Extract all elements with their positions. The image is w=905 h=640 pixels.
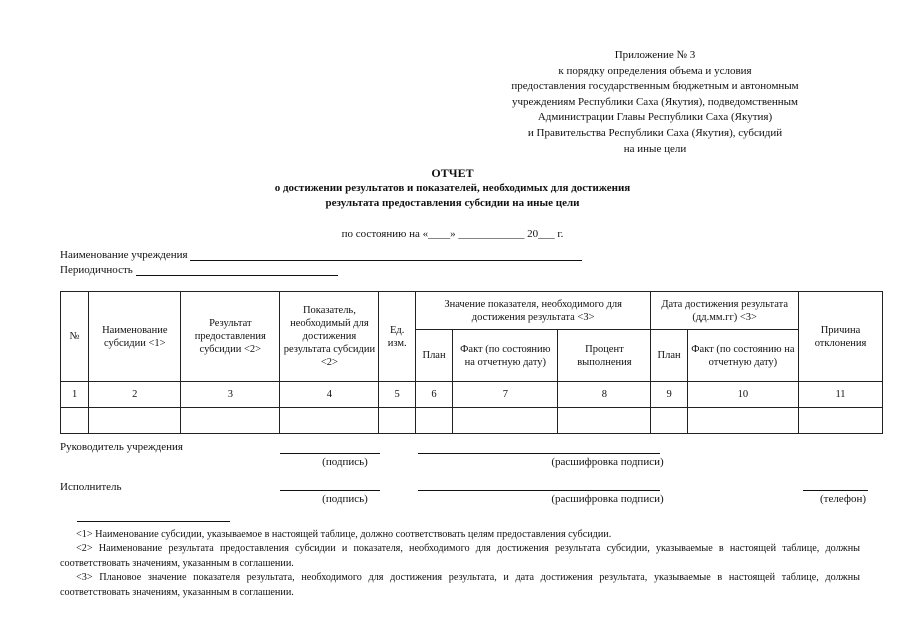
- executor-phone-caption: (телефон): [819, 493, 867, 505]
- institution-field: [60, 249, 582, 261]
- appendix-line: Приложение № 3: [614, 49, 696, 61]
- header-indicator: Показатель, необходимый для достижения результата субсидии <2>: [280, 292, 379, 382]
- column-number: 7: [453, 382, 558, 408]
- column-number: 8: [558, 382, 651, 408]
- report-date-line: по состоянию на «____» ____________ 20___ г.: [341, 228, 564, 240]
- periodicity-label: Периодичность: [60, 264, 133, 276]
- appendix-header: [470, 48, 840, 157]
- column-number-row: [61, 382, 883, 408]
- report-table: [60, 291, 883, 434]
- table-cell[interactable]: [280, 408, 379, 434]
- report-title-line2: о достижении результатов и показателей, необходимых для достижения: [274, 182, 631, 194]
- report-title-line3: результата предоставления субсидии на иные цели: [325, 197, 580, 209]
- column-number: 4: [280, 382, 379, 408]
- periodicity-field: [60, 264, 338, 276]
- footnote-2: <2> Наименование результата предоставления субсидии и показателя, необходимого для достижения результата субсидии, указываемые в настоящей таблице, должны соответствовать значениям, указанным в соглашении.: [60, 543, 860, 569]
- executor-label: Исполнитель: [60, 481, 122, 493]
- appendix-line: Администрации Главы Республики Саха (Якутия): [537, 111, 773, 124]
- header-value-fact: Факт (по состоянию на отчетную дату): [453, 330, 558, 382]
- header-subsidy-name: Наименование субсидии <1>: [89, 292, 181, 382]
- head-decode-caption: (расшифровка подписи): [551, 456, 664, 468]
- column-number: 2: [89, 382, 181, 408]
- appendix-line: учреждениям Республики Саха (Якутия), подведомственным: [512, 95, 798, 108]
- column-number: 10: [687, 382, 798, 408]
- head-signature-line[interactable]: [280, 453, 380, 454]
- appendix-line: к порядку определения объема и условия: [558, 64, 752, 77]
- header-date-plan: План: [651, 330, 687, 382]
- header-num: №: [61, 292, 89, 382]
- header-date-group: Дата достижения результата (дд.мм.гг) <3>: [651, 292, 799, 330]
- footnotes: [60, 528, 860, 600]
- table-cell[interactable]: [415, 408, 452, 434]
- column-number: 11: [799, 382, 883, 408]
- executor-signature-caption: (подпись): [322, 493, 368, 505]
- head-decode-line[interactable]: [418, 453, 660, 454]
- column-number: 5: [379, 382, 415, 408]
- appendix-line: на иные цели: [623, 142, 687, 155]
- table-cell[interactable]: [379, 408, 415, 434]
- header-unit: Ед. изм.: [379, 292, 415, 382]
- table-cell[interactable]: [687, 408, 798, 434]
- column-number: 3: [181, 382, 280, 408]
- report-title: [0, 166, 905, 211]
- executor-decode-caption: (расшифровка подписи): [551, 493, 664, 505]
- header-reason: Причина отклонения: [799, 292, 883, 382]
- footnote-3: <3> Плановое значение показателя результата, необходимого для достижения результата, и дата достижения результата, указываемые в настоящей таблице, должны соответствовать значениям, указанным в соглашении.: [60, 572, 860, 598]
- head-label: Руководитель учреждения: [60, 441, 183, 453]
- table-cell[interactable]: [61, 408, 89, 434]
- table-cell[interactable]: [453, 408, 558, 434]
- appendix-line: и Правительства Республики Саха (Якутия), субсидий: [527, 126, 783, 139]
- report-title-main: ОТЧЕТ: [431, 166, 474, 180]
- column-number: 9: [651, 382, 687, 408]
- header-value-percent: Процент выполнения: [558, 330, 651, 382]
- footnote-1: <1> Наименование субсидии, указываемое в настоящей таблице, должно соответствовать целям предоставления субсидии.: [76, 529, 612, 540]
- table-cell[interactable]: [558, 408, 651, 434]
- header-date-fact: Факт (по состоянию на отчетную дату): [687, 330, 798, 382]
- header-value-plan: План: [415, 330, 452, 382]
- column-number: 1: [61, 382, 89, 408]
- executor-signature-line[interactable]: [280, 490, 380, 491]
- table-cell[interactable]: [181, 408, 280, 434]
- table-row: [61, 408, 883, 434]
- table-cell[interactable]: [89, 408, 181, 434]
- footnote-separator: [77, 521, 230, 522]
- table-cell[interactable]: [651, 408, 687, 434]
- periodicity-underline: [136, 264, 338, 276]
- head-signature-caption: (подпись): [322, 456, 368, 468]
- header-value-group: Значение показателя, необходимого для достижения результата <3>: [415, 292, 651, 330]
- institution-label: Наименование учреждения: [60, 249, 188, 261]
- executor-phone-line[interactable]: [803, 490, 868, 491]
- table-cell[interactable]: [799, 408, 883, 434]
- column-number: 6: [415, 382, 452, 408]
- appendix-line: предоставления государственным бюджетным и автономным: [511, 80, 799, 93]
- executor-decode-line[interactable]: [418, 490, 660, 491]
- header-result: Результат предоставления субсидии <2>: [181, 292, 280, 382]
- institution-underline: [190, 249, 582, 261]
